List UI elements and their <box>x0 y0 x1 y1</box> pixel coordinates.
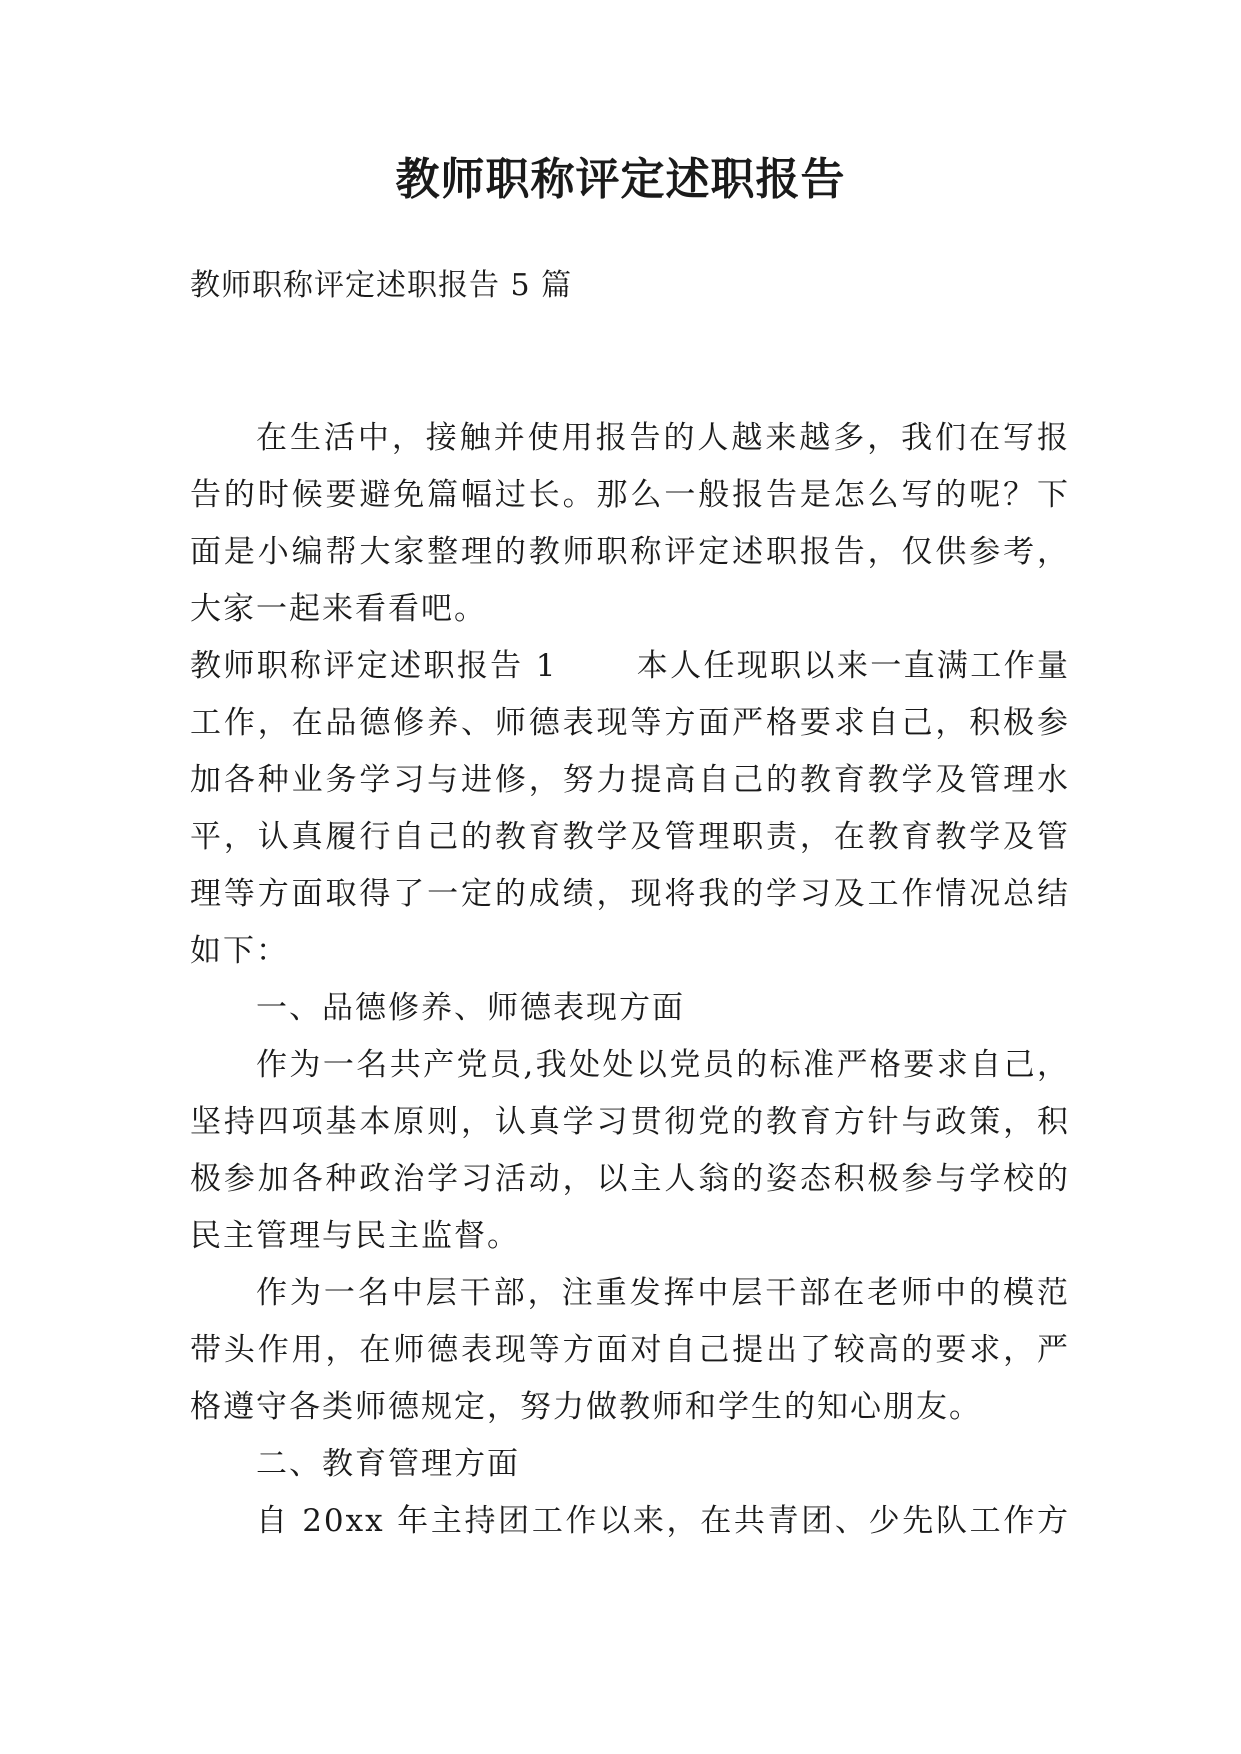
body-line: 坚持四项基本原则，认真学习贯彻党的教育方针与政策，积 <box>190 1104 1070 1140</box>
body-line: 民主管理与民主监督。 <box>190 1218 520 1254</box>
section-heading: 二、教育管理方面 <box>256 1446 520 1482</box>
document-body <box>190 410 1070 1550</box>
body-line: 极参加各种政治学习活动，以主人翁的姿态积极参与学校的 <box>190 1161 1070 1197</box>
body-line: 教师职称评定述职报告 1 本人任现职以来一直满工作量 <box>190 648 1070 684</box>
body-line: 加各种业务学习与进修，努力提高自己的教育教学及管理水 <box>190 762 1070 798</box>
body-line: 作为一名中层干部，注重发挥中层干部在老师中的模范 <box>256 1275 1070 1311</box>
body-line: 自 20xx 年主持团工作以来，在共青团、少先队工作方 <box>256 1503 1070 1539</box>
section-heading: 一、品德修养、师德表现方面 <box>256 990 685 1026</box>
body-line: 工作，在品德修养、师德表现等方面严格要求自己，积极参 <box>190 705 1070 741</box>
body-line: 如下： <box>190 933 289 969</box>
body-line: 大家一起来看看吧。 <box>190 591 487 627</box>
body-line: 作为一名共产党员,我处处以党员的标准严格要求自己， <box>256 1047 1070 1083</box>
body-line: 理等方面取得了一定的成绩，现将我的学习及工作情况总结 <box>190 876 1070 912</box>
body-line: 带头作用，在师德表现等方面对自己提出了较高的要求，严 <box>190 1332 1070 1368</box>
document-subtitle: 教师职称评定述职报告 5 篇 <box>190 268 573 303</box>
body-line: 面是小编帮大家整理的教师职称评定述职报告，仅供参考， <box>190 534 1070 570</box>
document-title: 教师职称评定述职报告 <box>395 154 846 205</box>
body-line: 告的时候要避免篇幅过长。那么一般报告是怎么写的呢？下 <box>190 477 1070 513</box>
body-line: 在生活中，接触并使用报告的人越来越多，我们在写报 <box>256 420 1070 456</box>
body-line: 格遵守各类师德规定，努力做教师和学生的知心朋友。 <box>190 1389 982 1425</box>
body-line: 平，认真履行自己的教育教学及管理职责，在教育教学及管 <box>190 819 1070 855</box>
